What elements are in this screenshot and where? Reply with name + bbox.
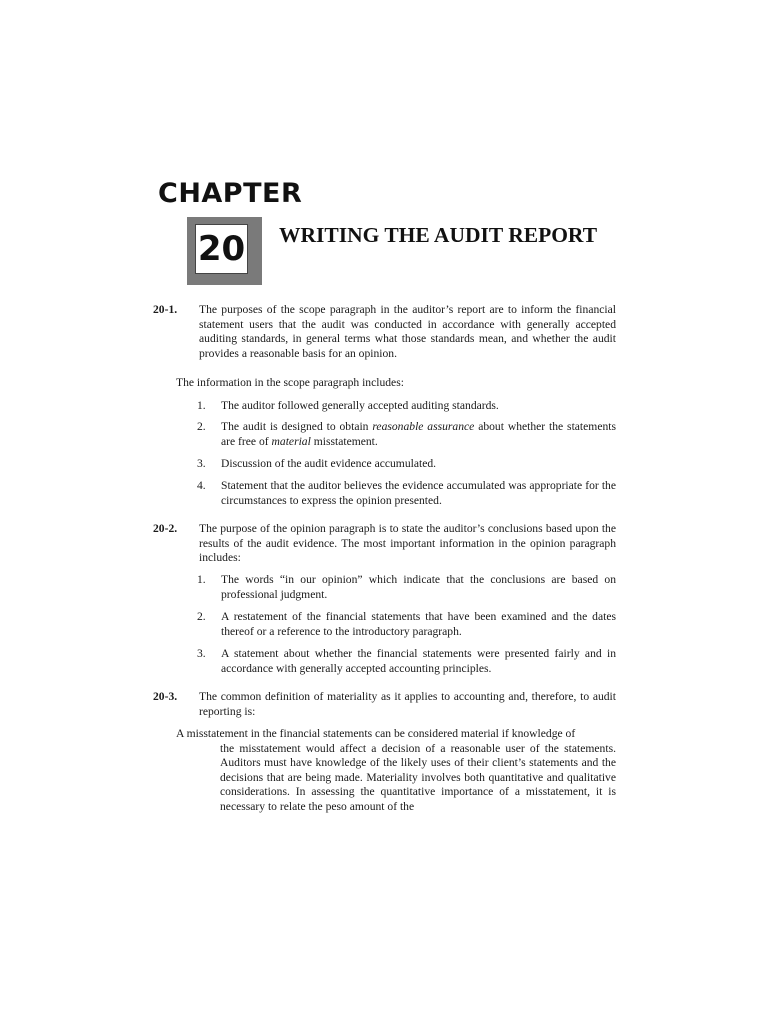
chapter-number: 20 <box>195 224 248 274</box>
list-item-number: 4. <box>197 479 206 492</box>
answer-paragraph: The purpose of the opinion paragraph is to state the auditor’s conclusions based upon the results of the audit evidence. The most important information in the opinion paragraph includes: <box>199 522 616 565</box>
list-intro: The information in the scope paragraph includes: <box>176 376 404 389</box>
answer-paragraph: The purposes of the scope paragraph in the auditor’s report are to inform the financial statement users that the audit was conducted in accordance with generally accepted auditing standards, in general terms what those standards mean, and whether the audit provides a reasonable basis for an opinion. <box>199 303 616 360</box>
list-item-text: A statement about whether the financial statements were presented fairly and in accordance with generally accepted accounting principles. <box>221 647 616 675</box>
list-item-text: The auditor followed generally accepted auditing standards. <box>221 399 499 412</box>
chapter-title: WRITING THE AUDIT REPORT <box>279 223 598 247</box>
list-item-number: 2. <box>197 420 206 433</box>
emphasis-text: material <box>271 434 311 448</box>
list-item-text: Discussion of the audit evidence accumulated. <box>221 457 437 470</box>
materiality-definition <box>176 727 616 815</box>
list-item-text: The audit is designed to obtain reasonable assurance about whether the statements are free of material misstatement. <box>221 420 616 448</box>
list-item-number: 3. <box>197 647 206 660</box>
question-number: 20-3. <box>153 690 178 703</box>
list-item-text: The words “in our opinion” which indicate that the conclusions are based on professional judgment. <box>221 573 616 601</box>
list-item-number: 1. <box>197 573 206 586</box>
list-item-text: Statement that the auditor believes the evidence accumulated was appropriate for the circumstances to express the opinion presented. <box>221 479 616 507</box>
list-item-number: 3. <box>197 457 206 470</box>
answer-paragraph: The common definition of materiality as it applies to accounting and, therefore, to audit reporting is: <box>199 690 616 718</box>
emphasis-text: reasonable assurance <box>372 420 475 433</box>
list-item-text: A restatement of the financial statements that have been examined and the dates thereof or a reference to the introductory paragraph. <box>221 610 616 638</box>
question-number: 20-2. <box>153 522 178 535</box>
list-item-number: 1. <box>197 399 206 412</box>
chapter-number-box <box>187 217 262 285</box>
question-number: 20-1. <box>153 303 178 316</box>
definition-continuation: the misstatement would affect a decision of a reasonable user of the statements. Auditors must have knowledge of the likely uses of their client’s statements and the decisions that are being made. Materiality involves both quantitative and qualitative considerations. In assessing the quantitative importance of a misstatement, it is necessary to relate the peso amount of the <box>220 741 616 813</box>
definition-first-line: A misstatement in the financial statements can be considered material if knowledge of <box>176 727 576 740</box>
list-item-number: 2. <box>197 610 206 623</box>
chapter-label: CHAPTER <box>158 178 303 209</box>
